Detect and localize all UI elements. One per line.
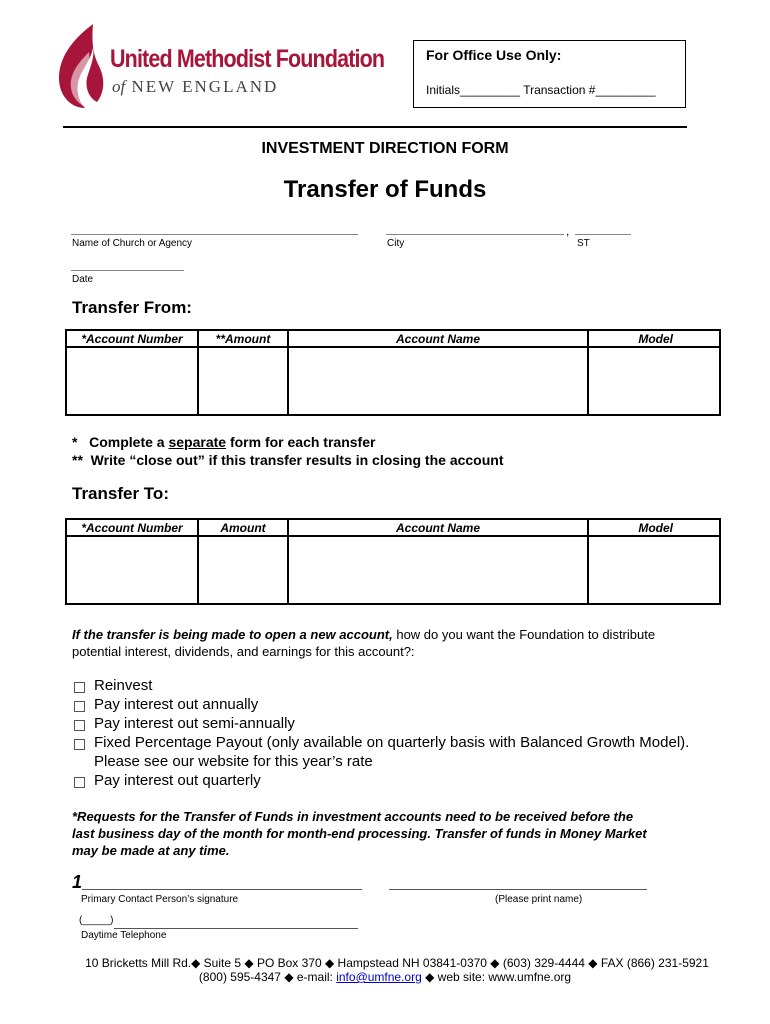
print-name-field[interactable]: [389, 889, 647, 890]
option-reinvest: Reinvest: [94, 677, 153, 694]
office-use-title: For Office Use Only:: [426, 47, 562, 63]
table-row: [66, 347, 720, 415]
email-link[interactable]: info@umfne.org: [336, 970, 422, 984]
state-label: ST: [577, 238, 590, 249]
logo-title: United Methodist Foundation: [110, 45, 385, 73]
phone-label: Daytime Telephone: [81, 930, 167, 941]
table-row: [66, 536, 720, 604]
transfer-from-heading: Transfer From:: [72, 298, 192, 317]
phone-area-code: (_____): [79, 915, 114, 926]
signature-field[interactable]: [82, 889, 362, 890]
state-field[interactable]: [575, 234, 631, 235]
print-name-label: (Please print name): [495, 894, 583, 905]
from-amount-cell[interactable]: [198, 347, 288, 415]
option-fixed-percentage: Fixed Percentage Payout (only available on quarterly basis with Balanced Growth Model).: [94, 734, 690, 751]
col-account-name: Account Name: [288, 330, 588, 347]
header-divider: [63, 126, 687, 128]
signature-marker: 1: [72, 872, 83, 892]
flame-icon: [55, 22, 107, 112]
option-annually: Pay interest out annually: [94, 696, 259, 713]
phone-field[interactable]: [114, 928, 358, 929]
to-amount-cell[interactable]: [198, 536, 288, 604]
footer-address: 10 Bricketts Mill Rd.◆ Suite 5 ◆ PO Box 370 ◆ Hampstead NH 03841-0370 ◆ (603) 329-4444 ◆ FAX (866) 231-5921: [85, 956, 709, 970]
separate-form-note: * Complete a separate form for each transfer: [72, 434, 376, 450]
date-label: Date: [72, 274, 94, 285]
form-title: INVESTMENT DIRECTION FORM: [261, 140, 509, 157]
office-use-box: [413, 40, 686, 108]
to-model-cell[interactable]: [588, 536, 720, 604]
church-name-field[interactable]: [71, 234, 358, 235]
close-out-note: ** Write “close out” if this transfer results in closing the account: [72, 452, 504, 468]
col-model: Model: [588, 519, 720, 536]
transfer-from-table: [65, 329, 721, 416]
footer-contact: (800) 595-4347 ◆ e-mail: info@umfne.org ◆ web site: www.umfne.org: [198, 970, 572, 984]
fixed-payout-checkbox[interactable]: [74, 739, 85, 750]
option-semi-annually: Pay interest out semi-annually: [94, 715, 295, 732]
city-field[interactable]: [386, 234, 564, 235]
quarterly-checkbox[interactable]: [74, 777, 85, 788]
new-account-question: If the transfer is being made to open a new account, how do you want the Foundation to distribute potential interest, dividends, and earnings for this account?:: [72, 627, 656, 659]
option-fixed-percentage-note: Please see our website for this year’s rate: [94, 753, 373, 770]
col-account-number: *Account Number: [66, 330, 198, 347]
col-amount: Amount: [198, 519, 288, 536]
transfer-to-table: [65, 518, 721, 605]
col-amount: **Amount: [198, 330, 288, 347]
from-account-name-cell[interactable]: [288, 347, 588, 415]
requests-note: *Requests for the Transfer of Funds in investment accounts need to be received before the last business day of the month for month-end processing. Transfer of funds in Money Market may be made at any time.: [72, 809, 647, 858]
office-use-fields: Initials_________ Transaction #_________: [426, 83, 656, 97]
city-label: City: [387, 238, 405, 249]
logo-subtitle: of NEW ENGLAND: [112, 77, 279, 96]
city-comma: ,: [566, 224, 570, 238]
church-name-label: Name of Church or Agency: [72, 238, 193, 249]
to-account-name-cell[interactable]: [288, 536, 588, 604]
col-account-name: Account Name: [288, 519, 588, 536]
option-quarterly: Pay interest out quarterly: [94, 772, 261, 789]
col-account-number: *Account Number: [66, 519, 198, 536]
date-field[interactable]: [71, 270, 184, 271]
col-model: Model: [588, 330, 720, 347]
to-account-number-cell[interactable]: [66, 536, 198, 604]
annual-checkbox[interactable]: [74, 701, 85, 712]
page-title: Transfer of Funds: [283, 176, 487, 203]
transfer-to-heading: Transfer To:: [72, 484, 169, 503]
from-model-cell[interactable]: [588, 347, 720, 415]
semi-annual-checkbox[interactable]: [74, 720, 85, 731]
reinvest-checkbox[interactable]: [74, 682, 85, 693]
from-account-number-cell[interactable]: [66, 347, 198, 415]
signature-label: Primary Contact Person’s signature: [81, 894, 239, 905]
